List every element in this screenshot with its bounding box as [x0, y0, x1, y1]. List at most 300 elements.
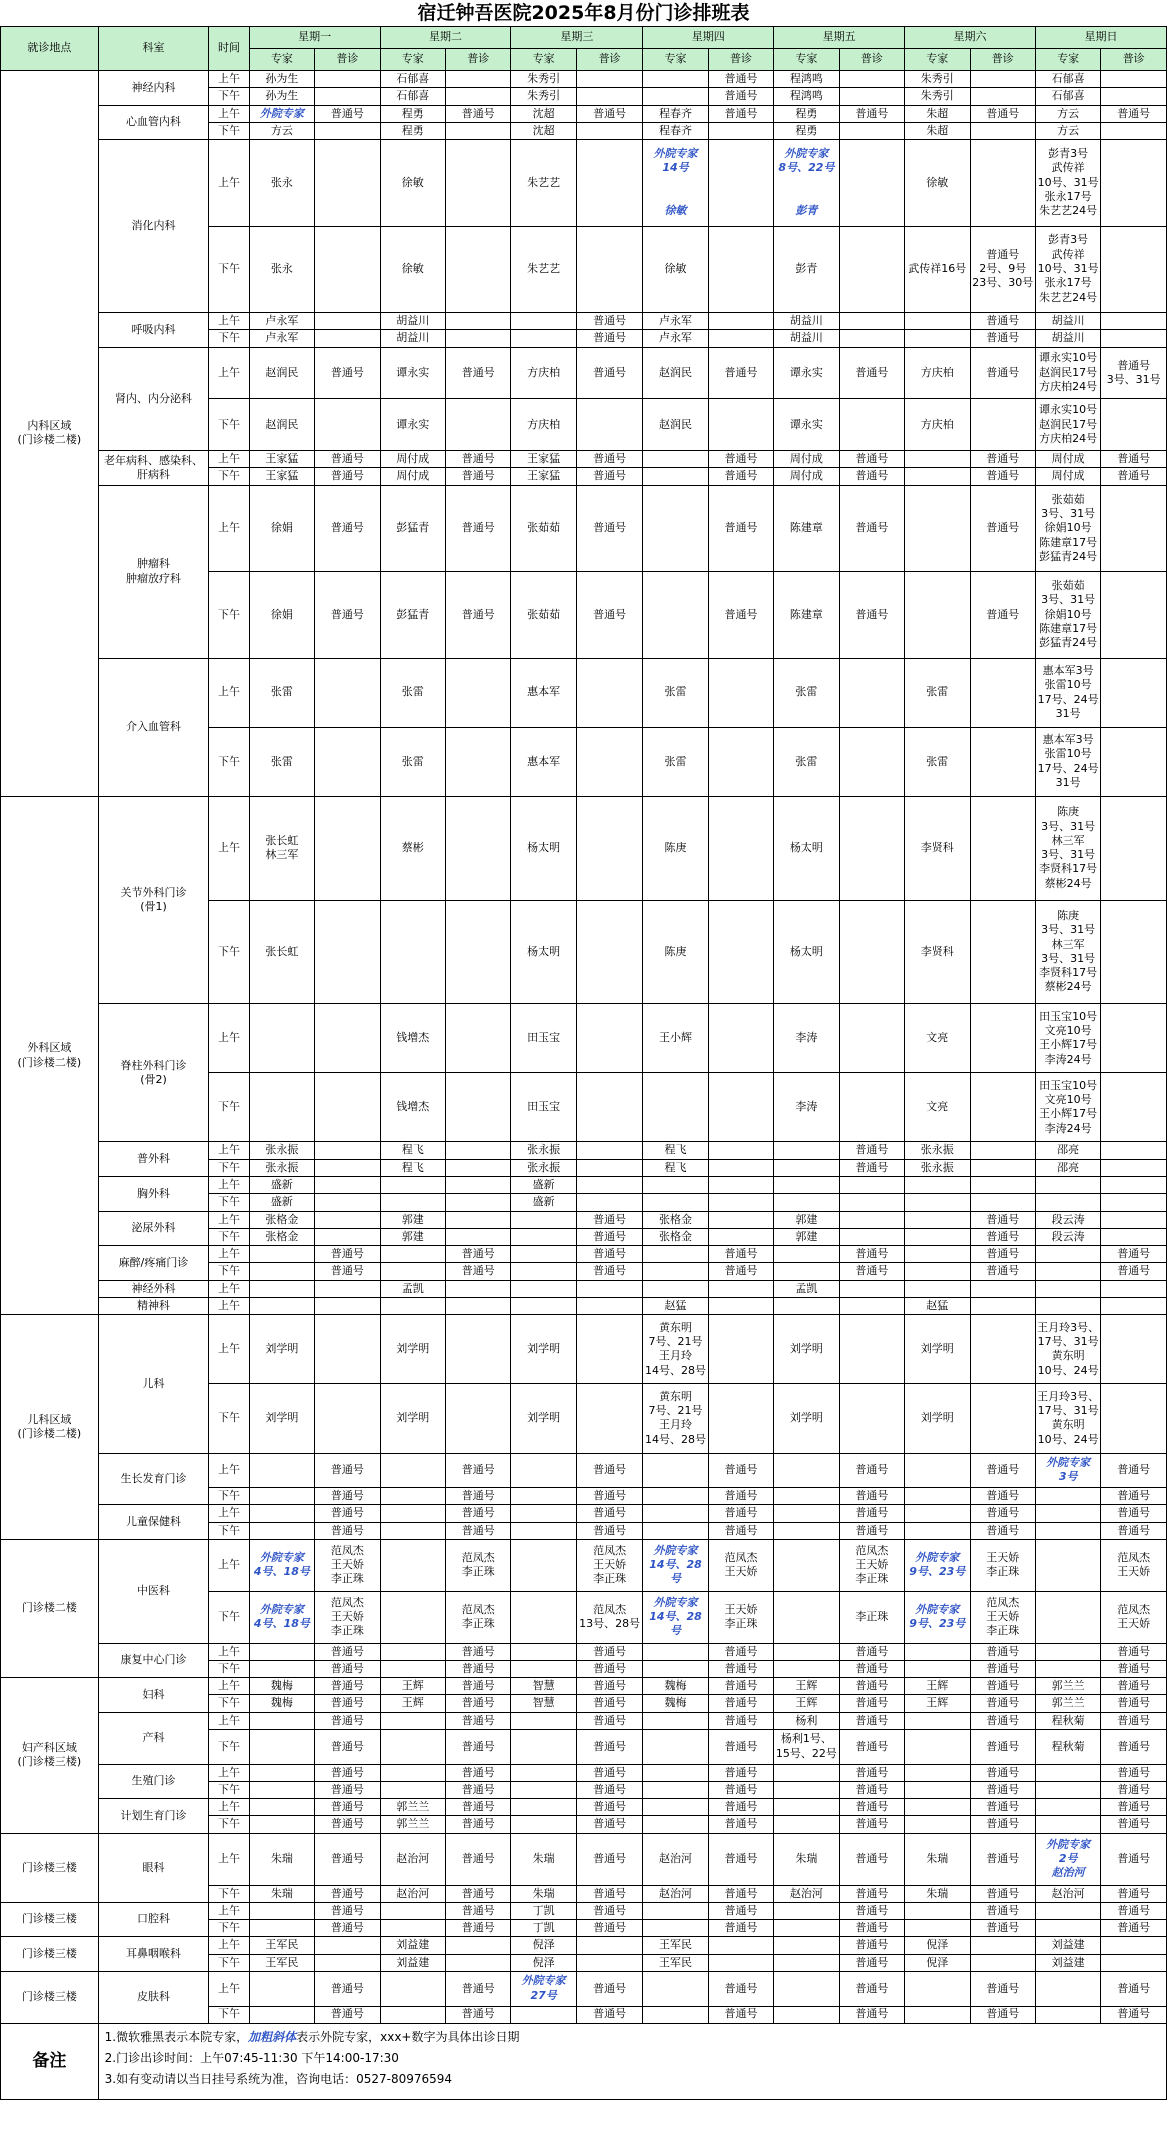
note-line-1 — [105, 2027, 1160, 2048]
note-line-1-b: 加粗斜体 — [248, 2029, 297, 2044]
time-slot: 下午 — [209, 1073, 249, 1142]
general-cell: 普通号 — [315, 1522, 380, 1539]
general-cell — [315, 1315, 380, 1384]
time-slot: 下午 — [209, 330, 249, 347]
expert-cell — [643, 88, 708, 105]
general-cell — [970, 140, 1035, 226]
expert-cell — [249, 1280, 314, 1297]
general-cell: 普通号 — [970, 1263, 1035, 1280]
general-cell: 普通号 — [576, 1816, 642, 1833]
expert-cell — [1035, 1280, 1100, 1297]
expert-cell: 赵治河 — [643, 1833, 708, 1885]
general-cell: 普通号 — [315, 1678, 380, 1695]
general-cell: 普通号 — [970, 1730, 1035, 1765]
expert-cell: 外院专家 14号、28号 — [643, 1539, 708, 1591]
time-slot: 上午 — [209, 1142, 249, 1159]
dept-name: 中医科 — [98, 1539, 209, 1643]
expert-cell: 王军民 — [249, 1937, 314, 1954]
expert-cell — [511, 1488, 576, 1505]
general-cell: 普通号 — [445, 1263, 510, 1280]
expert-cell: 谭永实 — [774, 347, 839, 399]
expert-cell — [774, 1920, 839, 1937]
time-slot: 下午 — [209, 1920, 249, 1937]
general-cell — [576, 1073, 642, 1142]
expert-cell — [643, 1902, 708, 1919]
expert-cell: 徐敏 — [380, 226, 445, 312]
general-cell: 普通号 — [970, 1522, 1035, 1539]
time-slot: 上午 — [209, 1764, 249, 1781]
expert-cell: 徐敏 — [643, 226, 708, 312]
general-cell: 普通号 — [315, 1712, 380, 1729]
general-cell — [839, 1297, 904, 1314]
general-cell: 普通号 — [315, 1730, 380, 1765]
general-cell: 普通号 — [839, 1643, 904, 1660]
general-cell: 普通号 — [970, 1816, 1035, 1833]
expert-cell — [380, 1643, 445, 1660]
expert-cell: 周付成 — [1035, 468, 1100, 485]
general-cell — [708, 1315, 773, 1384]
expert-cell: 刘学明 — [380, 1384, 445, 1453]
general-cell — [1101, 1211, 1167, 1228]
expert-cell: 程飞 — [643, 1142, 708, 1159]
general-cell: 普通号 — [315, 105, 380, 122]
expert-cell: 胡益川 — [774, 330, 839, 347]
general-cell: 普通号 — [576, 1505, 642, 1522]
general-cell: 普通号 — [445, 2006, 510, 2023]
expert-cell — [774, 1159, 839, 1176]
time-slot: 上午 — [209, 1971, 249, 2006]
expert-cell — [774, 1816, 839, 1833]
general-cell: 普通号 — [1101, 1885, 1167, 1902]
expert-cell: 朱秀引 — [905, 88, 970, 105]
general-cell: 普通号 — [708, 1660, 773, 1677]
expert-cell — [249, 1764, 314, 1781]
general-cell: 普通号 — [839, 1522, 904, 1539]
expert-cell: 谭永实 — [774, 399, 839, 451]
expert-cell: 段云涛 — [1035, 1211, 1100, 1228]
general-cell — [970, 122, 1035, 139]
table-row — [1, 1453, 1167, 1488]
expert-cell — [643, 1073, 708, 1142]
time-slot: 上午 — [209, 347, 249, 399]
time-slot: 上午 — [209, 485, 249, 571]
general-cell: 普通号 — [708, 1902, 773, 1919]
expert-cell — [905, 1816, 970, 1833]
expert-cell: 王辉 — [380, 1678, 445, 1695]
general-cell — [445, 658, 510, 727]
general-cell: 普通号 — [1101, 1902, 1167, 1919]
expert-cell: 彭青3号 武传祥 10号、31号 张永17号 朱艺艺24号 — [1035, 140, 1100, 226]
general-cell: 普通号 — [445, 572, 510, 658]
general-cell — [576, 796, 642, 900]
general-cell — [970, 658, 1035, 727]
expert-cell — [249, 1660, 314, 1677]
expert-cell — [643, 1280, 708, 1297]
general-cell — [315, 312, 380, 329]
general-cell — [708, 1194, 773, 1211]
time-slot: 上午 — [209, 1246, 249, 1263]
expert-cell — [774, 1971, 839, 2006]
general-cell — [315, 658, 380, 727]
time-slot: 下午 — [209, 1263, 249, 1280]
expert-cell: 魏梅 — [249, 1678, 314, 1695]
general-cell — [1101, 1228, 1167, 1245]
general-cell — [970, 1004, 1035, 1073]
table-row — [1, 1937, 1167, 1954]
general-cell — [839, 1211, 904, 1228]
expert-cell: 刘学明 — [249, 1315, 314, 1384]
expert-cell — [511, 1228, 576, 1245]
expert-cell — [905, 451, 970, 468]
expert-cell — [905, 1920, 970, 1937]
general-cell — [445, 1142, 510, 1159]
expert-cell: 文亮 — [905, 1004, 970, 1073]
expert-cell: 杨太明 — [511, 900, 576, 1004]
expert-cell: 朱瑞 — [511, 1833, 576, 1885]
expert-cell — [511, 1211, 576, 1228]
schedule-table-container — [0, 26, 1167, 2100]
general-cell: 普通号 — [708, 105, 773, 122]
general-cell — [708, 1211, 773, 1228]
general-cell: 普通号 — [1101, 1833, 1167, 1885]
time-slot: 下午 — [209, 1781, 249, 1798]
expert-cell — [774, 1643, 839, 1660]
expert-cell: 张雷 — [905, 727, 970, 796]
expert-cell: 朱秀引 — [511, 71, 576, 88]
expert-cell: 王军民 — [643, 1937, 708, 1954]
expert-cell: 陈建章 — [774, 485, 839, 571]
general-cell: 普通号 — [445, 1885, 510, 1902]
general-cell — [445, 1297, 510, 1314]
general-cell — [315, 88, 380, 105]
header-general: 普诊 — [315, 49, 380, 71]
expert-cell — [249, 1073, 314, 1142]
general-cell — [576, 900, 642, 1004]
header-expert: 专家 — [643, 49, 708, 71]
general-cell — [708, 1073, 773, 1142]
expert-cell — [774, 1902, 839, 1919]
expert-cell: 黄东明 7号、21号 王月玲 14号、28号 — [643, 1315, 708, 1384]
header-general: 普诊 — [970, 49, 1035, 71]
expert-cell: 沈超 — [511, 105, 576, 122]
expert-cell: 刘益建 — [380, 1937, 445, 1954]
general-cell: 普通号 — [445, 1730, 510, 1765]
general-cell: 普通号 — [576, 1799, 642, 1816]
time-slot: 下午 — [209, 1816, 249, 1833]
expert-cell: 赵猛 — [643, 1297, 708, 1314]
expert-cell: 丁凯 — [511, 1902, 576, 1919]
general-cell: 普通号 — [445, 1488, 510, 1505]
expert-cell: 谭永实 — [380, 399, 445, 451]
expert-cell: 郭建 — [380, 1211, 445, 1228]
expert-cell: 卢永军 — [643, 330, 708, 347]
expert-cell: 刘学明 — [511, 1315, 576, 1384]
general-cell: 普通号 — [708, 451, 773, 468]
time-slot: 下午 — [209, 88, 249, 105]
expert-cell: 张雷 — [380, 658, 445, 727]
general-cell: 普通号 — [1101, 1920, 1167, 1937]
dept-name: 儿童保健科 — [98, 1505, 209, 1540]
expert-cell: 外院专家 — [249, 105, 314, 122]
general-cell: 普通号 — [576, 1522, 642, 1539]
general-cell — [970, 900, 1035, 1004]
expert-cell: 杨太明 — [774, 900, 839, 1004]
general-cell — [315, 1004, 380, 1073]
expert-cell: 陈庚 — [643, 796, 708, 900]
general-cell: 普通号 — [445, 1920, 510, 1937]
time-slot: 下午 — [209, 2006, 249, 2023]
general-cell: 王天娇 李正珠 — [970, 1539, 1035, 1591]
expert-cell — [380, 2006, 445, 2023]
expert-cell — [249, 1505, 314, 1522]
expert-cell — [249, 1488, 314, 1505]
general-cell: 普通号 — [576, 468, 642, 485]
header-day: 星期三 — [511, 27, 643, 49]
general-cell: 普通号 — [576, 1228, 642, 1245]
table-row — [1, 1712, 1167, 1729]
time-slot: 上午 — [209, 1453, 249, 1488]
expert-cell — [774, 1591, 839, 1643]
dept-name: 老年病科、感染科、肝病科 — [98, 451, 209, 486]
time-slot: 上午 — [209, 1211, 249, 1228]
header-general: 普诊 — [1101, 49, 1167, 71]
expert-cell — [643, 1453, 708, 1488]
expert-cell: 周付成 — [1035, 451, 1100, 468]
expert-cell — [380, 1297, 445, 1314]
general-cell — [315, 140, 380, 226]
dept-name: 麻醉/疼痛门诊 — [98, 1246, 209, 1281]
time-slot: 上午 — [209, 1297, 249, 1314]
expert-cell: 张永振 — [511, 1142, 576, 1159]
table-row — [1, 1799, 1167, 1816]
expert-cell: 赵润民 — [249, 399, 314, 451]
general-cell: 普通号 — [839, 1833, 904, 1885]
expert-cell: 魏梅 — [249, 1695, 314, 1712]
table-row — [1, 485, 1167, 571]
expert-cell — [774, 1954, 839, 1971]
general-cell: 普通号 — [445, 1246, 510, 1263]
header-expert: 专家 — [511, 49, 576, 71]
expert-cell — [249, 1902, 314, 1919]
notes-label: 备注 — [1, 2023, 99, 2099]
expert-cell — [249, 1730, 314, 1765]
table-row — [1, 1004, 1167, 1073]
general-cell: 普通号 — [315, 485, 380, 571]
general-cell: 普通号 — [970, 1228, 1035, 1245]
expert-cell — [380, 1902, 445, 1919]
header-general: 普诊 — [576, 49, 642, 71]
general-cell: 王天娇 李正珠 — [708, 1591, 773, 1643]
time-slot: 上午 — [209, 1539, 249, 1591]
expert-cell: 程勇 — [380, 122, 445, 139]
general-cell — [839, 900, 904, 1004]
expert-cell: 郭兰兰 — [1035, 1695, 1100, 1712]
general-cell — [576, 658, 642, 727]
dept-name: 耳鼻咽喉科 — [98, 1937, 209, 1972]
time-slot: 下午 — [209, 399, 249, 451]
general-cell — [970, 796, 1035, 900]
general-cell: 普通号 — [708, 1799, 773, 1816]
expert-cell: 谭永实10号 赵润民17号 方庆柏24号 — [1035, 347, 1100, 399]
expert-cell: 赵治河 — [380, 1885, 445, 1902]
expert-cell: 郭兰兰 — [1035, 1678, 1100, 1695]
general-cell — [970, 1194, 1035, 1211]
header-day: 星期四 — [643, 27, 774, 49]
expert-cell — [511, 1453, 576, 1488]
general-cell: 普通号 — [1101, 1971, 1167, 2006]
general-cell: 普通号 — [708, 1730, 773, 1765]
table-row — [1, 71, 1167, 88]
time-slot: 上午 — [209, 1678, 249, 1695]
expert-cell: 程飞 — [643, 1159, 708, 1176]
general-cell — [1101, 1177, 1167, 1194]
expert-cell: 田玉宝10号 文亮10号 王小辉17号 李涛24号 — [1035, 1073, 1100, 1142]
expert-cell — [905, 1228, 970, 1245]
general-cell — [1101, 485, 1167, 571]
expert-cell: 蔡彬 — [380, 796, 445, 900]
expert-cell: 智慧 — [511, 1678, 576, 1695]
general-cell: 普通号 — [445, 1712, 510, 1729]
expert-cell — [380, 1505, 445, 1522]
expert-cell: 陈庚 3号、31号 林三军 3号、31号 李贤科17号 蔡彬24号 — [1035, 796, 1100, 900]
general-cell: 普通号 — [970, 1764, 1035, 1781]
time-slot: 上午 — [209, 1643, 249, 1660]
expert-cell: 刘学明 — [905, 1384, 970, 1453]
general-cell: 普通号 — [315, 1971, 380, 2006]
general-cell: 普通号 3号、31号 — [1101, 347, 1167, 399]
header-expert: 专家 — [249, 49, 314, 71]
expert-cell: 张长虹 林三军 — [249, 796, 314, 900]
table-row — [1, 796, 1167, 900]
general-cell: 普通号 — [1101, 1799, 1167, 1816]
general-cell: 普通号 — [708, 1833, 773, 1885]
time-slot: 上午 — [209, 1280, 249, 1297]
general-cell: 普通号 — [445, 1764, 510, 1781]
general-cell: 普通号 — [576, 1730, 642, 1765]
general-cell: 普通号 — [315, 1799, 380, 1816]
header-expert: 专家 — [905, 49, 970, 71]
general-cell — [576, 140, 642, 226]
expert-cell: 智慧 — [511, 1695, 576, 1712]
general-cell: 普通号 — [708, 1505, 773, 1522]
expert-cell: 徐娟 — [249, 485, 314, 571]
general-cell — [839, 1177, 904, 1194]
dept-name: 产科 — [98, 1712, 209, 1764]
expert-cell: 刘益建 — [380, 1954, 445, 1971]
expert-cell: 外院专家 4号、18号 — [249, 1591, 314, 1643]
expert-cell: 朱超 — [905, 122, 970, 139]
general-cell: 普通号 — [445, 1799, 510, 1816]
general-cell: 普通号 — [445, 1643, 510, 1660]
general-cell: 范凤杰 王天娇 — [1101, 1539, 1167, 1591]
expert-cell — [1035, 1488, 1100, 1505]
expert-cell: 郭兰兰 — [380, 1816, 445, 1833]
header-day: 星期五 — [774, 27, 905, 49]
expert-cell: 王小辉 — [643, 1004, 708, 1073]
general-cell: 普通号 — [576, 1902, 642, 1919]
general-cell — [839, 796, 904, 900]
general-cell: 普通号 — [708, 1488, 773, 1505]
expert-cell — [774, 2006, 839, 2023]
expert-cell — [380, 1522, 445, 1539]
expert-cell: 刘学明 — [774, 1384, 839, 1453]
expert-cell: 王月玲3号、 17号、31号 黄东明 10号、24号 — [1035, 1315, 1100, 1384]
general-cell — [315, 1937, 380, 1954]
expert-cell: 石郁喜 — [1035, 71, 1100, 88]
general-cell — [1101, 1159, 1167, 1176]
general-cell: 普通号 — [708, 1453, 773, 1488]
expert-cell — [905, 1194, 970, 1211]
expert-cell: 张永振 — [249, 1142, 314, 1159]
dept-name: 心血管内科 — [98, 105, 209, 140]
expert-cell: 张长虹 — [249, 900, 314, 1004]
general-cell: 普通号 — [970, 1712, 1035, 1729]
time-slot: 上午 — [209, 451, 249, 468]
general-cell — [576, 1194, 642, 1211]
general-cell: 普通号 — [1101, 1816, 1167, 1833]
note-line-3: 3.如有变动请以当日挂号系统为准，咨询电话：0527-80976594 — [104, 2071, 453, 2086]
general-cell: 普通号 — [708, 468, 773, 485]
expert-cell: 郭建 — [380, 1228, 445, 1245]
time-slot: 下午 — [209, 900, 249, 1004]
expert-cell — [905, 312, 970, 329]
expert-cell — [905, 485, 970, 571]
general-cell — [315, 1297, 380, 1314]
section-location: 门诊楼三楼 — [1, 1902, 99, 1937]
expert-cell: 王家猛 — [511, 468, 576, 485]
general-cell — [445, 1384, 510, 1453]
general-cell: 普通号 — [970, 105, 1035, 122]
general-cell: 普通号 — [315, 1488, 380, 1505]
general-cell — [445, 900, 510, 1004]
general-cell — [315, 1228, 380, 1245]
general-cell — [708, 1142, 773, 1159]
general-cell: 普通号 — [839, 1764, 904, 1781]
general-cell — [576, 1177, 642, 1194]
general-cell — [708, 1177, 773, 1194]
general-cell — [1101, 1384, 1167, 1453]
general-cell — [576, 1159, 642, 1176]
expert-cell: 盛新 — [249, 1194, 314, 1211]
general-cell: 普通号 — [315, 1816, 380, 1833]
general-cell — [1101, 1194, 1167, 1211]
expert-cell: 胡益川 — [1035, 330, 1100, 347]
general-cell — [839, 226, 904, 312]
expert-cell: 朱瑞 — [905, 1833, 970, 1885]
general-cell: 普通号 — [445, 1833, 510, 1885]
general-cell: 普通号 — [708, 1678, 773, 1695]
table-row — [1, 1142, 1167, 1159]
time-slot: 上午 — [209, 71, 249, 88]
expert-cell — [511, 1297, 576, 1314]
general-cell — [445, 1194, 510, 1211]
general-cell: 普通号 — [576, 1833, 642, 1885]
general-cell: 普通号 — [970, 2006, 1035, 2023]
time-slot: 上午 — [209, 1902, 249, 1919]
general-cell — [839, 71, 904, 88]
section-location: 外科区域 (门诊楼二楼) — [1, 796, 99, 1314]
general-cell — [445, 1280, 510, 1297]
expert-cell: 胡益川 — [380, 312, 445, 329]
expert-cell — [643, 451, 708, 468]
general-cell: 普通号 — [576, 330, 642, 347]
expert-cell — [511, 1730, 576, 1765]
general-cell: 普通号 — [576, 1712, 642, 1729]
general-cell — [445, 1937, 510, 1954]
general-cell — [708, 1937, 773, 1954]
expert-cell — [1035, 1177, 1100, 1194]
general-cell — [970, 1937, 1035, 1954]
